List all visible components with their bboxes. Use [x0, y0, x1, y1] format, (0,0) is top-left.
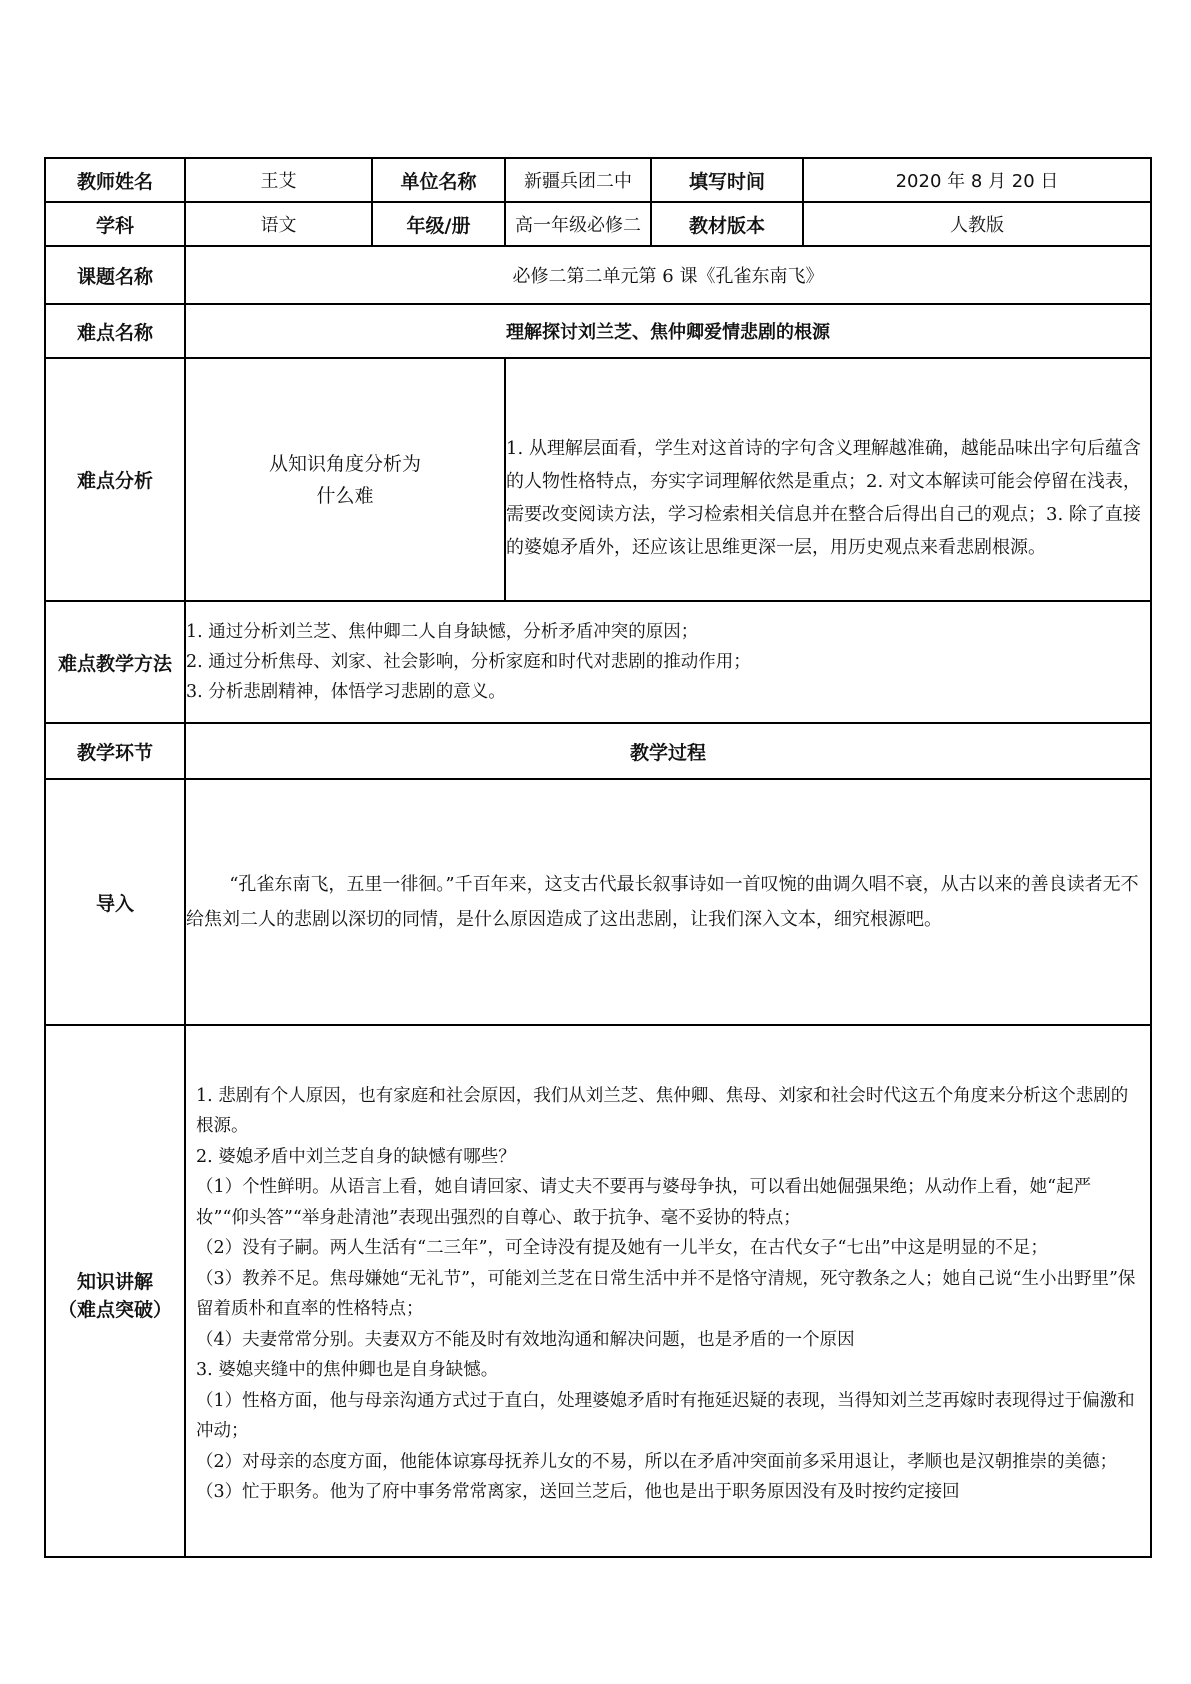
intro-label: 导入: [45, 779, 185, 1025]
subject-value: 语文: [185, 202, 372, 246]
topic-value: 必修二第二单元第 6 课《孔雀东南飞》: [185, 246, 1151, 304]
method-item: 1. 通过分析刘兰芝、焦仲卿二人自身缺憾，分析矛盾冲突的原因；: [186, 622, 699, 642]
date-label: 填写时间: [651, 158, 803, 202]
knowledge-row: [45, 1025, 1151, 1557]
teacher-label: 教师姓名: [45, 158, 185, 202]
intro-row: [45, 779, 1151, 1025]
analysis-row: [45, 358, 1151, 601]
knowledge-body: [185, 1025, 1151, 1557]
subject-label: 学科: [45, 202, 185, 246]
method-item: 2. 通过分析焦母、刘家、社会影响，分析家庭和时代对悲剧的推动作用；: [186, 652, 751, 672]
analysis-label: 难点分析: [45, 358, 185, 601]
knowledge-paragraph: （1）个性鲜明。从语言上看，她自请回家、请丈夫不要再与婆母争执，可以看出她倔强果绝；从动作上看，她“起严妆”“仰头答”“举身赴清池”表现出强烈的自尊心、敢于抗争、毫不妥协的特点；: [196, 1177, 1092, 1228]
intro-text: “孔雀东南飞，五里一徘徊。”千百年来，这支古代最长叙事诗如一首叹惋的曲调久唱不衰，从古以来的善良读者无不给焦刘二人的悲剧以深切的同情，是什么原因造成了这出悲剧，让我们深入文本，细究根源吧。: [185, 779, 1151, 1025]
knowledge-label: [45, 1025, 185, 1557]
knowledge-paragraph: 2. 婆媳矛盾中刘兰芝自身的缺憾有哪些？: [196, 1146, 516, 1167]
segment-label: 教学环节: [45, 723, 185, 779]
knowledge-paragraph: （3）教养不足。焦母嫌她“无礼节”，可能刘兰芝在日常生活中并不是恪守清规，死守教条之人；她自己说“生小出野里”保留着质朴和直率的性格特点；: [196, 1268, 1136, 1319]
edition-label: 教材版本: [651, 202, 803, 246]
header-row-1: [45, 158, 1151, 202]
analysis-text: 1. 从理解层面看，学生对这首诗的字句含义理解越准确，越能品味出字句后蕴含的人物性格特点，夯实字词理解依然是重点；2. 对文本解读可能会停留在浅表，需要改变阅读方法，学习检索相关信息并在整合后得出自己的观点；3. 除了直接的婆媳矛盾外，还应该让思维更深一层，用历史观点来看悲剧根源。: [505, 358, 1151, 601]
difficulty-value: 理解探讨刘兰芝、焦仲卿爱情悲剧的根源: [185, 304, 1151, 358]
header-row-2: [45, 202, 1151, 246]
process-label: 教学过程: [185, 723, 1151, 779]
analysis-angle: [185, 358, 505, 601]
knowledge-paragraph: （2）没有子嗣。两人生活有“二三年”，可全诗没有提及她有一儿半女，在古代女子“七出”中这是明显的不足；: [196, 1238, 1048, 1258]
edition-value: 人教版: [803, 202, 1151, 246]
knowledge-paragraph: （2）对母亲的态度方面，他能体谅寡母抚养儿女的不易，所以在矛盾冲突面前多采用退让，孝顺也是汉朝推崇的美德；: [196, 1451, 1118, 1472]
knowledge-paragraph: （3）忙于职务。他为了府中事务常常离家，送回兰芝后，他也是出于职务原因没有及时按约定接回: [196, 1482, 960, 1502]
topic-label: 课题名称: [45, 246, 185, 304]
difficulty-row: [45, 304, 1151, 358]
grade-label: 年级/册: [372, 202, 505, 246]
grade-value: 高一年级必修二: [505, 202, 651, 246]
date-value: 2020 年 8 月 20 日: [803, 158, 1151, 202]
knowledge-paragraph: （4）夫妻常常分别。夫妻双方不能及时有效地沟通和解决问题，也是矛盾的一个原因: [196, 1329, 855, 1350]
teacher-value: 王艾: [185, 158, 372, 202]
knowledge-label-line1: 知识讲解: [76, 1271, 153, 1293]
unit-value: 新疆兵团二中: [505, 158, 651, 202]
process-header-row: [45, 723, 1151, 779]
topic-row: [45, 246, 1151, 304]
knowledge-paragraph: 1. 悲剧有个人原因，也有家庭和社会原因，我们从刘兰芝、焦仲卿、焦母、刘家和社会时代这五个角度来分析这个悲剧的根源。: [196, 1085, 1129, 1136]
knowledge-label-line2: （难点突破）: [57, 1299, 172, 1321]
difficulty-label: 难点名称: [45, 304, 185, 358]
analysis-angle-line1: 从知识角度分析为: [268, 452, 421, 475]
method-row: [45, 601, 1151, 723]
method-item: 3. 分析悲剧精神，体悟学习悲剧的意义。: [186, 682, 506, 702]
knowledge-paragraph: （1）性格方面，他与母亲沟通方式过于直白，处理婆媳矛盾时有拖延迟疑的表现，当得知刘兰芝再嫁时表现得过于偏激和冲动；: [196, 1390, 1135, 1441]
lesson-plan-table: [44, 157, 1152, 1558]
knowledge-paragraph: 3. 婆媳夹缝中的焦仲卿也是自身缺憾。: [196, 1360, 499, 1380]
unit-label: 单位名称: [372, 158, 505, 202]
analysis-angle-line2: 什么难: [316, 484, 374, 507]
method-list: [185, 601, 1151, 723]
method-label: 难点教学方法: [45, 601, 185, 723]
